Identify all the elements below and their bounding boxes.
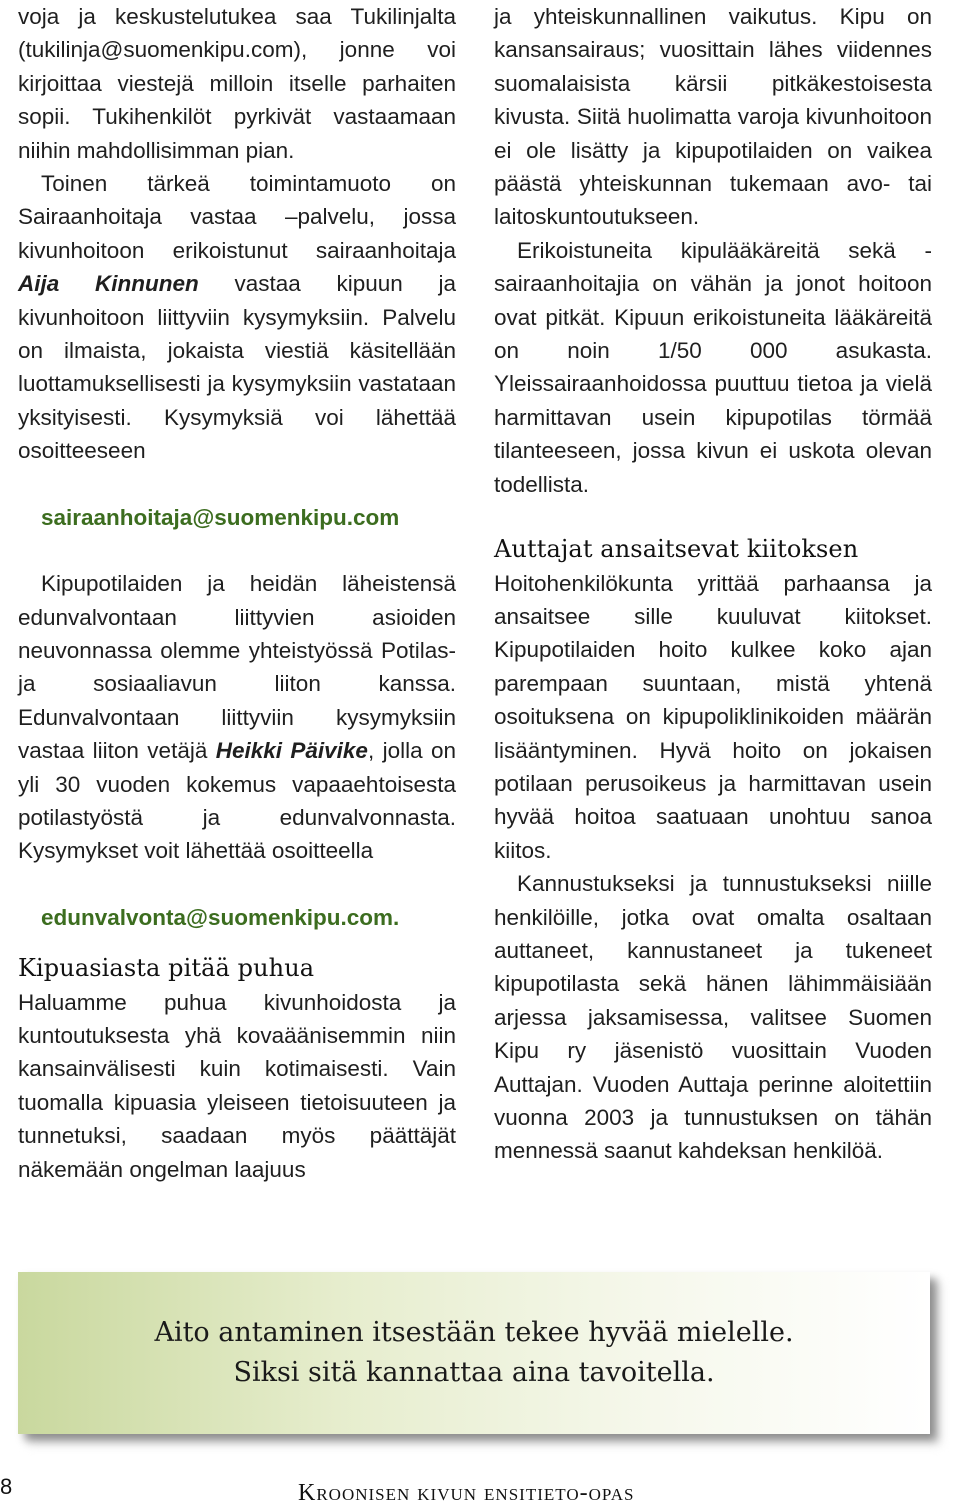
left-column bbox=[18, 0, 456, 1186]
left-paragraph-3 bbox=[18, 567, 456, 868]
left-paragraph-1: voja ja keskustelutukea saa Tukilinjalta (tukilinja@suomenkipu.com), jonne voi kirjoittaa viestejä milloin itselle parhaiten sopii. Tukihenkilöt pyrkivät vastaamaan niihin mahdollisimman pian. bbox=[18, 4, 456, 163]
nurse-email-link[interactable]: sairaanhoitaja@suomenkipu.com bbox=[41, 504, 400, 530]
advocacy-email-link[interactable]: edunvalvonta@suomenkipu.com. bbox=[41, 904, 400, 930]
quote-line-2: Siksi sitä kannattaa aina tavoitella. bbox=[233, 1357, 715, 1388]
page-number: 8 bbox=[0, 1474, 13, 1499]
right-paragraph-2: Erikoistuneita kipulääkäreitä sekä -sairaanhoitajia on vähän ja jonot hoitoon ovat pitkät. Kipuun erikoistuneita lääkäreitä on noin 1/50 000 asukasta. Yleissairaanhoidossa puuttuu tietoa ja vielä harmittavan usein kipupotilas törmää tilanteeseen, jossa kivun ei uskota olevan todellista. bbox=[494, 237, 932, 497]
left-paragraph-2-text-a: Toinen tärkeä toimintamuoto on Sairaanhoitaja vastaa –palvelu, jossa kivunhoitoon erikoistunut sairaanhoitaja bbox=[18, 171, 456, 263]
left-section-heading: Kipuasiasta pitää puhua bbox=[18, 954, 315, 983]
quote-box bbox=[18, 1272, 930, 1434]
footer-title: Kroonisen kivun ensitieto-opas bbox=[298, 1480, 635, 1506]
right-paragraph-1: ja yhteiskunnallinen vaikutus. Kipu on kansansairaus; vuosittain lähes viidennes suomalaisista kärsii pitkäkestoisesta kivusta. Siitä huolimatta varoja kivunhoitoon ei ole lisätty ja kipupotilaiden on vaikea päästä yhteiskunnan tukemaan avo- tai laitoskuntoutukseen. bbox=[494, 4, 932, 230]
right-section-heading: Auttajat ansaitsevat kiitoksen bbox=[494, 535, 859, 564]
right-paragraph-3: Hoitohenkilökunta yrittää parhaansa ja ansaitsee sille kuuluvat kiitokset. Kipupotilaiden hoito kulkee koko ajan parempaan suuntaan, mistä yhtenä osoituksena on kipupoliklinikoiden määrän lisääntyminen. Hyvä hoito on jokaisen potilaan perusoikeus ja harmittavan usein hyvää hoitoa saatuaan unohtuu sanoa kiitos. bbox=[494, 570, 932, 863]
right-column bbox=[494, 0, 932, 1168]
footer-divider bbox=[0, 1506, 960, 1508]
left-paragraph-3-text-a: Kipupotilaiden ja heidän läheistensä edunvalvontaan liittyvien asioiden neuvonnassa olemme yhteistyössä Potilas- ja sosiaaliavun liiton kanssa. Edunvalvontaan liittyviin kysymyksiin vastaa liiton vetäjä bbox=[18, 571, 456, 764]
left-paragraph-2 bbox=[18, 167, 456, 468]
right-paragraph-4: Kannustukseksi ja tunnustukseksi niille henkilöille, jotka ovat omalta osaltaan auttaneet, kannustaneet ja tukeneet kipupotilasta sekä hänen lähimmäisiään arjessa jaksamisessa, valitsee Suomen Kipu ry jäsenistö vuosittain Vuoden Auttajan. Vuoden Auttaja perinne aloitettiin vuonna 2003 ja tunnustuksen on tähän mennessä saanut kahdeksan henkilöä. bbox=[494, 871, 932, 1164]
advocate-name: Heikki Päivike bbox=[215, 738, 368, 764]
quote-banner bbox=[18, 1272, 930, 1434]
left-paragraph-4: Haluamme puhua kivunhoidosta ja kuntoutuksesta yhä kovaäänisemmin niin kansainvälisesti kuin kotimaisesti. Vain tuomalla kipuasia yleiseen tietoisuuteen ja tunnetuksi, saadaan myös päättäjät näkemään ongelman laajuus bbox=[18, 989, 456, 1182]
left-paragraph-3-text-b: , jolla on yli 30 vuoden kokemus vapaaehtoisesta potilastyöstä ja edunvalvonnasta. Kysymykset voit lähettää osoitteella bbox=[18, 738, 456, 864]
left-paragraph-2-text-b: vastaa kipuun ja kivunhoitoon liittyviin kysymyksiin. Palvelu on ilmaista, jokaista viestiä käsitellään luottamuksellisesti ja kysymyksiin vastataan yksityisesti. Kysymyksiä voi lähettää osoitteeseen bbox=[18, 271, 456, 464]
nurse-name: Aija Kinnunen bbox=[18, 271, 199, 297]
quote-line-1: Aito antaminen itsestään tekee hyvää mielelle. bbox=[154, 1317, 794, 1348]
